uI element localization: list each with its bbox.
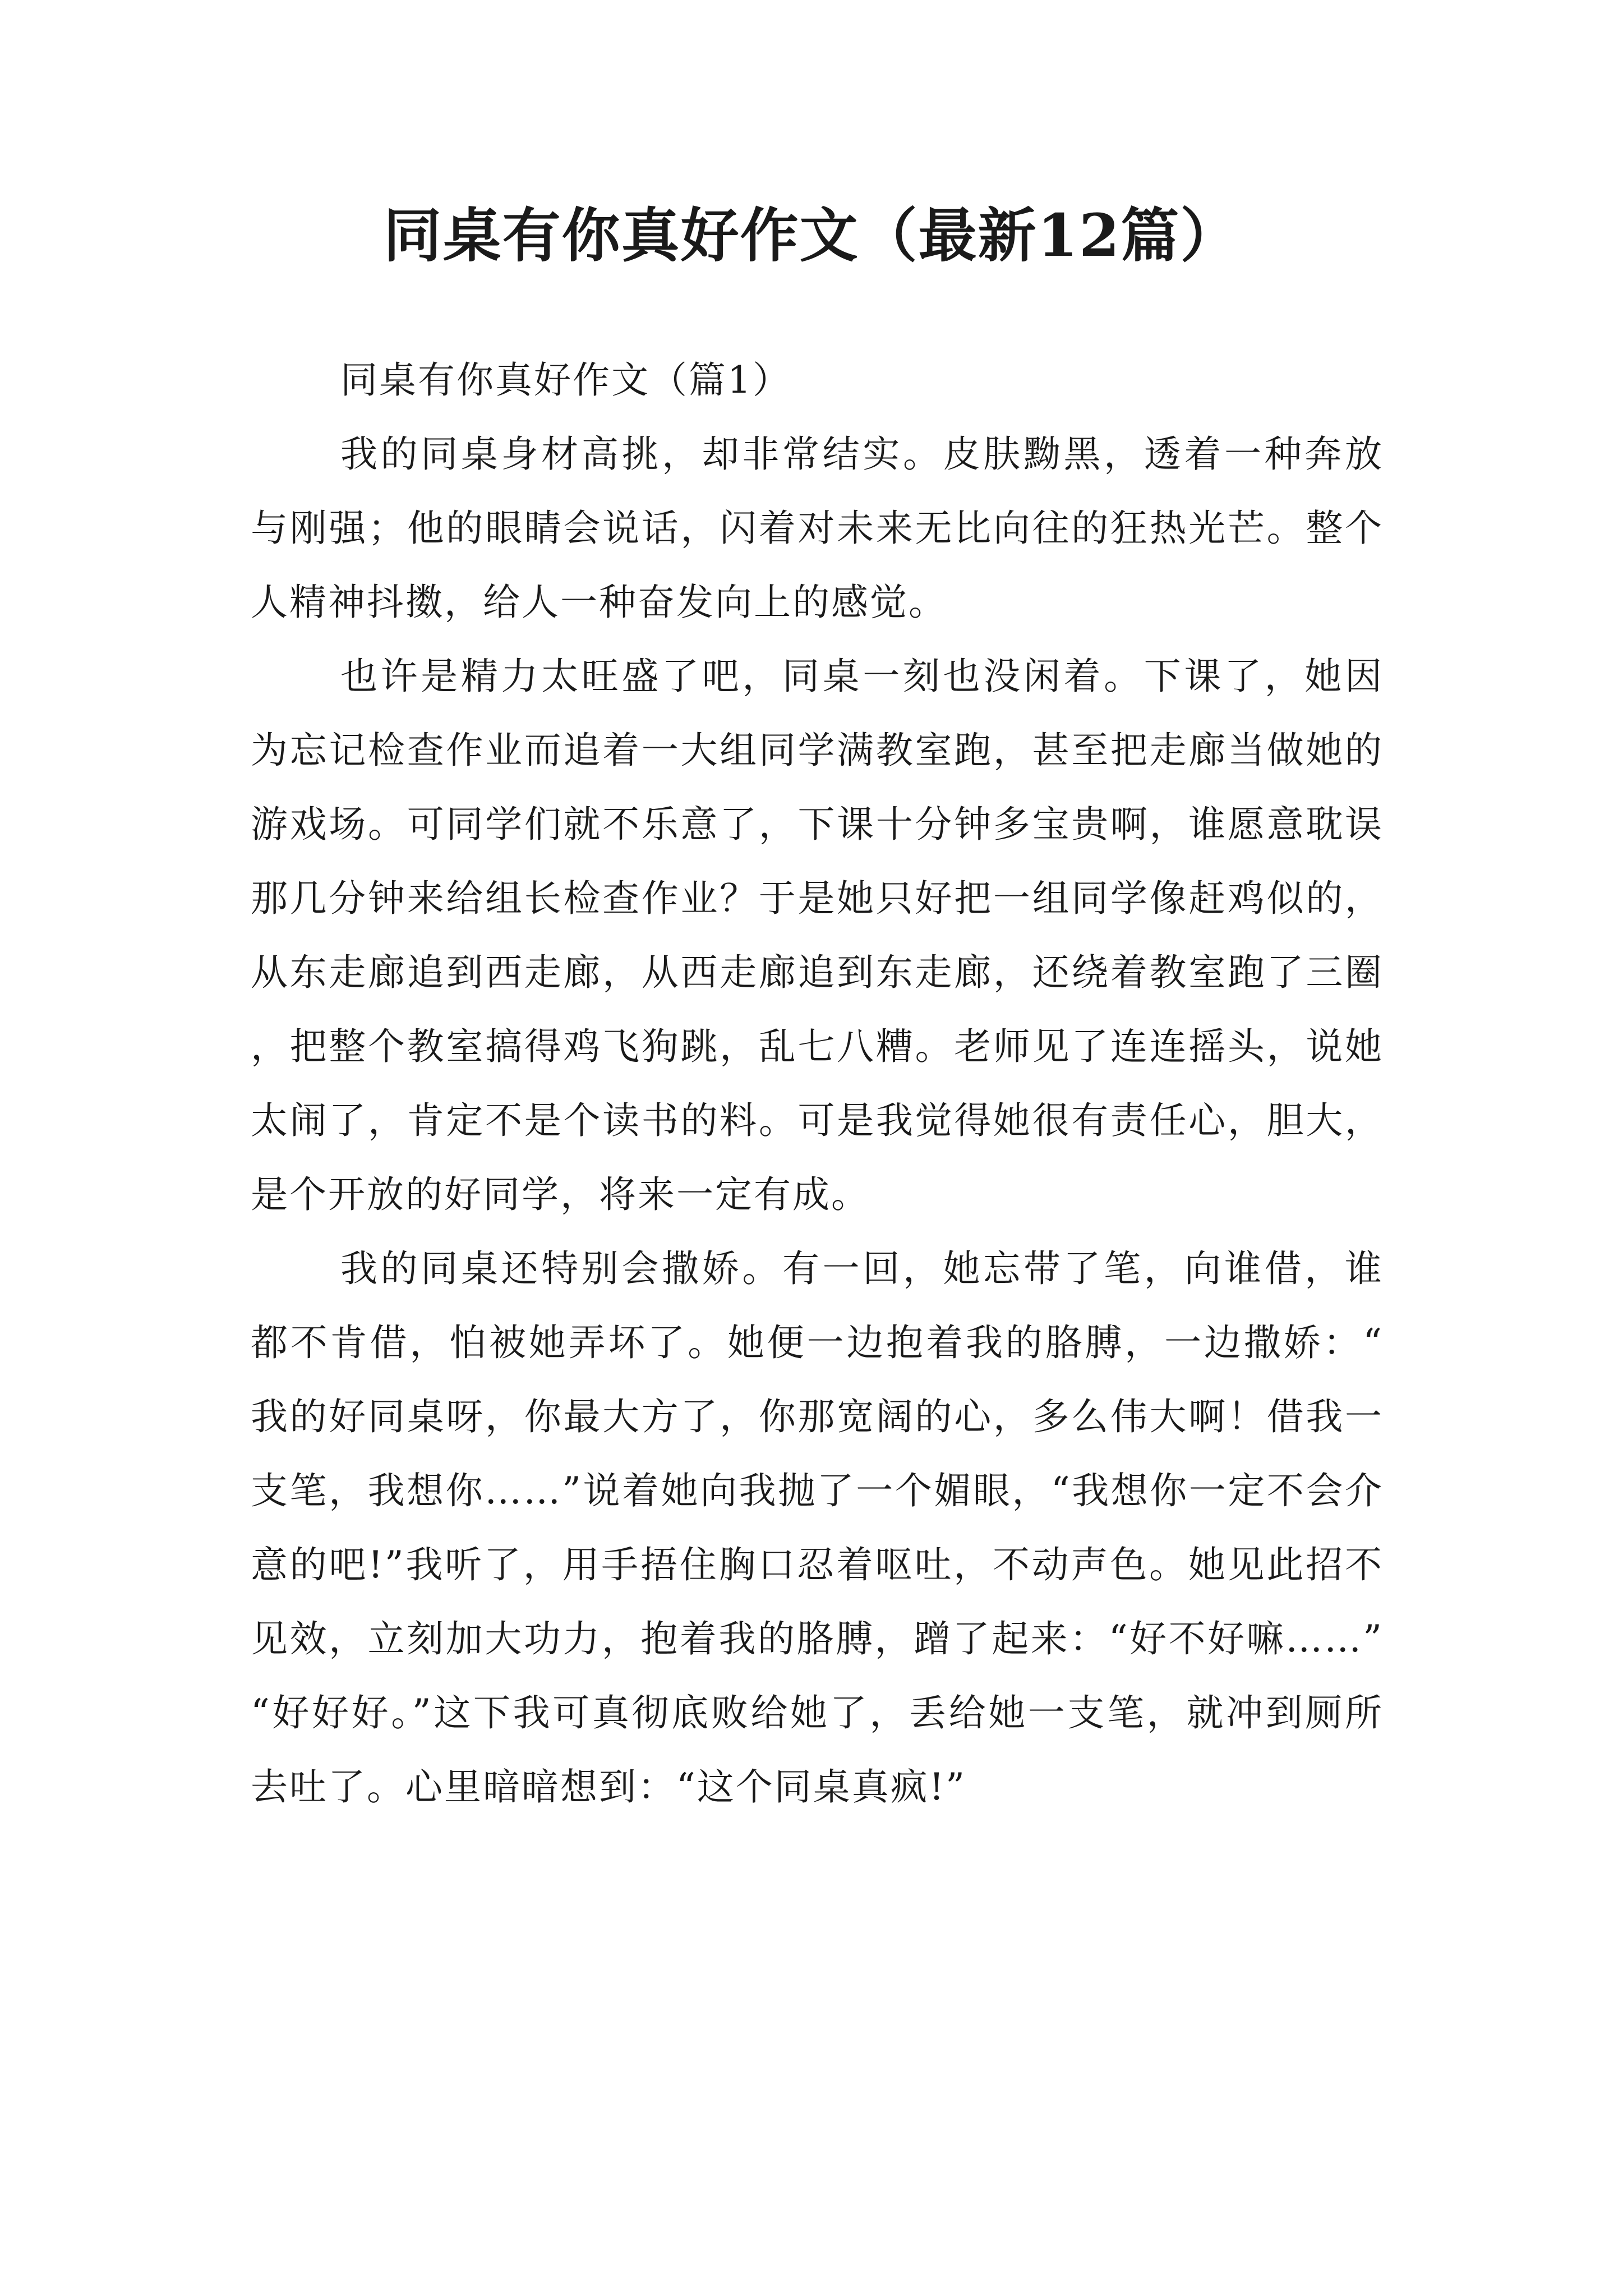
paragraph-1: 我的同桌身材高挑，却非常结实。皮肤黝黑，透着一种奔放与刚强；他的眼睛会说话，闪着对未来无比向往的狂热光芒。整个人精神抖擞，给人一种奋发向上的感觉。 [251, 432, 1384, 624]
document-title: 同桌有你真好作文（最新12篇） [383, 201, 1240, 270]
section-heading: 同桌有你真好作文（篇1） [340, 358, 791, 402]
paragraph-3: 我的同桌还特别会撒娇。有一回，她忘带了笔，向谁借，谁都不肯借，怕被她弄坏了。她便一边抱着我的胳膊，一边撒娇：“我的好同桌呀，你最大方了，你那宽阔的心，多么伟大啊！借我一支笔，我想你……”说着她向我抛了一个媚眼，“我想你一定不会介意的吧!”我听了，用手捂住胸口忍着呕吐，不动声色。她见此招不见效，立刻加大功力，抱着我的胳膊，蹭了起来：“好不好嘛……”“好好好。”这下我可真彻底败给她了，丢给她一支笔，就冲到厕所去吐了。心里暗暗想到：“这个同桌真疯!” [251, 1247, 1384, 1809]
document-body [251, 343, 1384, 1824]
paragraph-2: 也许是精力太旺盛了吧，同桌一刻也没闲着。下课了，她因为忘记检查作业而追着一大组同学满教室跑，甚至把走廊当做她的游戏场。可同学们就不乐意了，下课十分钟多宝贵啊，谁愿意耽误那几分钟来给组长检查作业？于是她只好把一组同学像赶鸡似的，从东走廊追到西走廊，从西走廊追到东走廊，还绕着教室跑了三圈，把整个教室搞得鸡飞狗跳，乱七八糟。老师见了连连摇头，说她太闹了，肯定不是个读书的料。可是我觉得她很有责任心，胆大，是个开放的好同学，将来一定有成。 [251, 655, 1384, 1216]
